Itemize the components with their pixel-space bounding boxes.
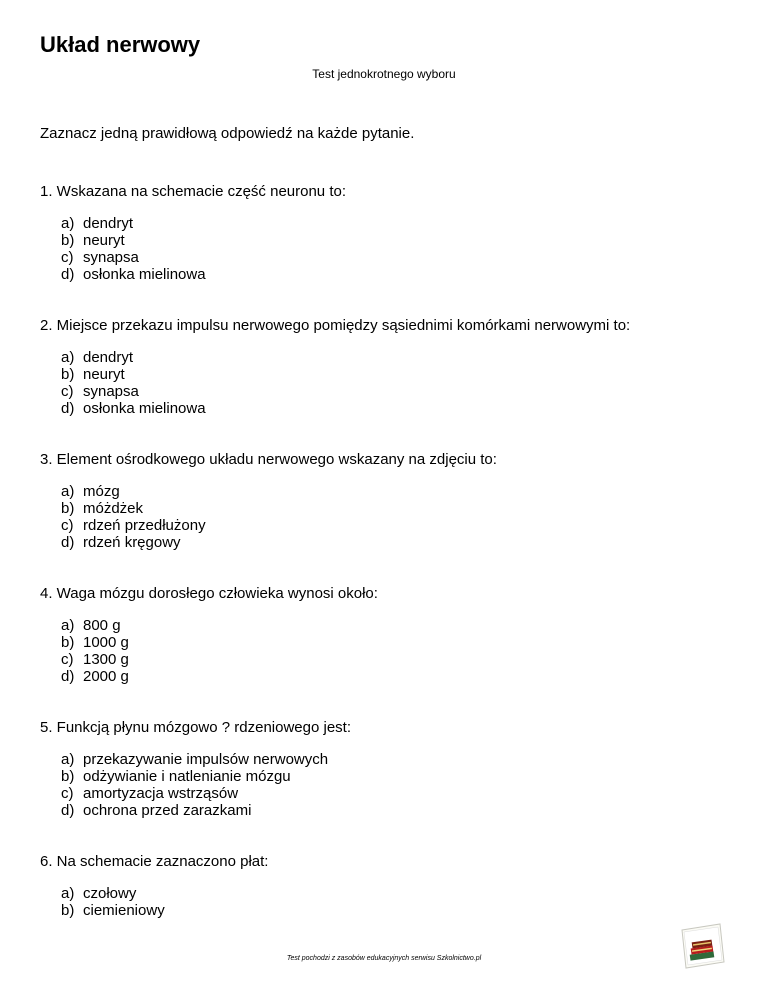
answer-text: osłonka mielinowa xyxy=(83,400,206,417)
answer-list xyxy=(40,885,730,919)
answer-option[interactable] xyxy=(40,249,730,266)
answer-option[interactable] xyxy=(40,215,730,232)
answer-text: odżywianie i natlenianie mózgu xyxy=(83,768,291,785)
answer-text: synapsa xyxy=(83,249,139,266)
answer-option[interactable] xyxy=(40,383,730,400)
answer-text: przekazywanie impulsów nerwowych xyxy=(83,751,329,768)
question-5 xyxy=(40,719,730,819)
answer-text: osłonka mielinowa xyxy=(83,266,206,283)
answer-option[interactable] xyxy=(40,634,730,651)
answer-text: rdzeń kręgowy xyxy=(83,534,181,551)
answer-letter: b) xyxy=(61,232,75,249)
answer-option[interactable] xyxy=(40,483,730,500)
answer-option[interactable] xyxy=(40,802,730,819)
question-6 xyxy=(40,853,730,919)
answer-letter: b) xyxy=(61,634,75,651)
answer-text: rdzeń przedłużony xyxy=(83,517,206,534)
answer-option[interactable] xyxy=(40,349,730,366)
answer-text: 800 g xyxy=(83,617,121,634)
answer-letter: a) xyxy=(61,751,75,768)
answer-text: neuryt xyxy=(83,232,125,249)
answer-text: 2000 g xyxy=(83,668,129,685)
answer-letter: d) xyxy=(61,534,75,551)
answer-text: dendryt xyxy=(83,215,134,232)
answer-option[interactable] xyxy=(40,651,730,668)
answer-option[interactable] xyxy=(40,266,730,283)
answer-letter: b) xyxy=(61,902,75,919)
answer-letter: b) xyxy=(61,768,75,785)
answer-letter: b) xyxy=(61,500,75,517)
question-4 xyxy=(40,585,730,685)
answer-letter: c) xyxy=(61,517,74,534)
footer-source-note: Test pochodzi z zasobów edukacyjnych serwisu Szkolnictwo.pl xyxy=(286,955,482,962)
answer-text: synapsa xyxy=(83,383,139,400)
answer-list xyxy=(40,215,730,283)
answer-text: ciemieniowy xyxy=(83,902,165,919)
answer-option[interactable] xyxy=(40,617,730,634)
answer-letter: c) xyxy=(61,651,74,668)
question-text: 1. Wskazana na schemacie część neuronu to: xyxy=(40,183,346,200)
question-text: 5. Funkcją płynu mózgowo ? rdzeniowego jest: xyxy=(40,719,352,736)
answer-letter: a) xyxy=(61,349,75,366)
answer-letter: d) xyxy=(61,668,75,685)
answer-list xyxy=(40,349,730,417)
question-2 xyxy=(40,317,730,417)
answer-letter: b) xyxy=(61,366,75,383)
answer-option[interactable] xyxy=(40,668,730,685)
answer-option[interactable] xyxy=(40,232,730,249)
instruction-text: Zaznacz jedną prawidłową odpowiedź na każde pytanie. xyxy=(40,125,415,142)
question-1 xyxy=(40,183,730,283)
answer-letter: c) xyxy=(61,383,74,400)
question-text: 3. Element ośrodkowego układu nerwowego wskazany na zdjęciu to: xyxy=(40,451,497,468)
answer-text: 1000 g xyxy=(83,634,129,651)
answer-text: 1300 g xyxy=(83,651,129,668)
answer-text: dendryt xyxy=(83,349,134,366)
answer-list xyxy=(40,751,730,819)
question-text: 2. Miejsce przekazu impulsu nerwowego pomiędzy sąsiednimi komórkami nerwowymi to: xyxy=(40,317,631,334)
answer-option[interactable] xyxy=(40,400,730,417)
answer-list xyxy=(40,617,730,685)
books-icon xyxy=(676,922,726,970)
question-3 xyxy=(40,451,730,551)
answer-letter: c) xyxy=(61,249,74,266)
page-subtitle: Test jednokrotnego wyboru xyxy=(312,67,456,81)
question-text: 4. Waga mózgu dorosłego człowieka wynosi około: xyxy=(40,585,378,602)
answer-letter: a) xyxy=(61,483,75,500)
answer-letter: d) xyxy=(61,266,75,283)
answer-letter: c) xyxy=(61,785,74,802)
answer-text: ochrona przed zarazkami xyxy=(83,802,252,819)
question-text: 6. Na schemacie zaznaczono płat: xyxy=(40,853,269,870)
answer-option[interactable] xyxy=(40,517,730,534)
answer-text: neuryt xyxy=(83,366,125,383)
answer-text: móżdżek xyxy=(83,500,144,517)
answer-letter: d) xyxy=(61,802,75,819)
answer-option[interactable] xyxy=(40,751,730,768)
answer-option[interactable] xyxy=(40,785,730,802)
answer-option[interactable] xyxy=(40,885,730,902)
answer-letter: a) xyxy=(61,215,75,232)
answer-list xyxy=(40,483,730,551)
answer-option[interactable] xyxy=(40,768,730,785)
answer-text: czołowy xyxy=(83,885,137,902)
answer-option[interactable] xyxy=(40,366,730,383)
answer-letter: a) xyxy=(61,885,75,902)
answer-option[interactable] xyxy=(40,500,730,517)
page-title: Układ nerwowy xyxy=(40,32,201,57)
answer-option[interactable] xyxy=(40,534,730,551)
answer-letter: d) xyxy=(61,400,75,417)
answer-option[interactable] xyxy=(40,902,730,919)
answer-text: amortyzacja wstrząsów xyxy=(83,785,239,802)
answer-letter: a) xyxy=(61,617,75,634)
answer-text: mózg xyxy=(83,483,120,500)
